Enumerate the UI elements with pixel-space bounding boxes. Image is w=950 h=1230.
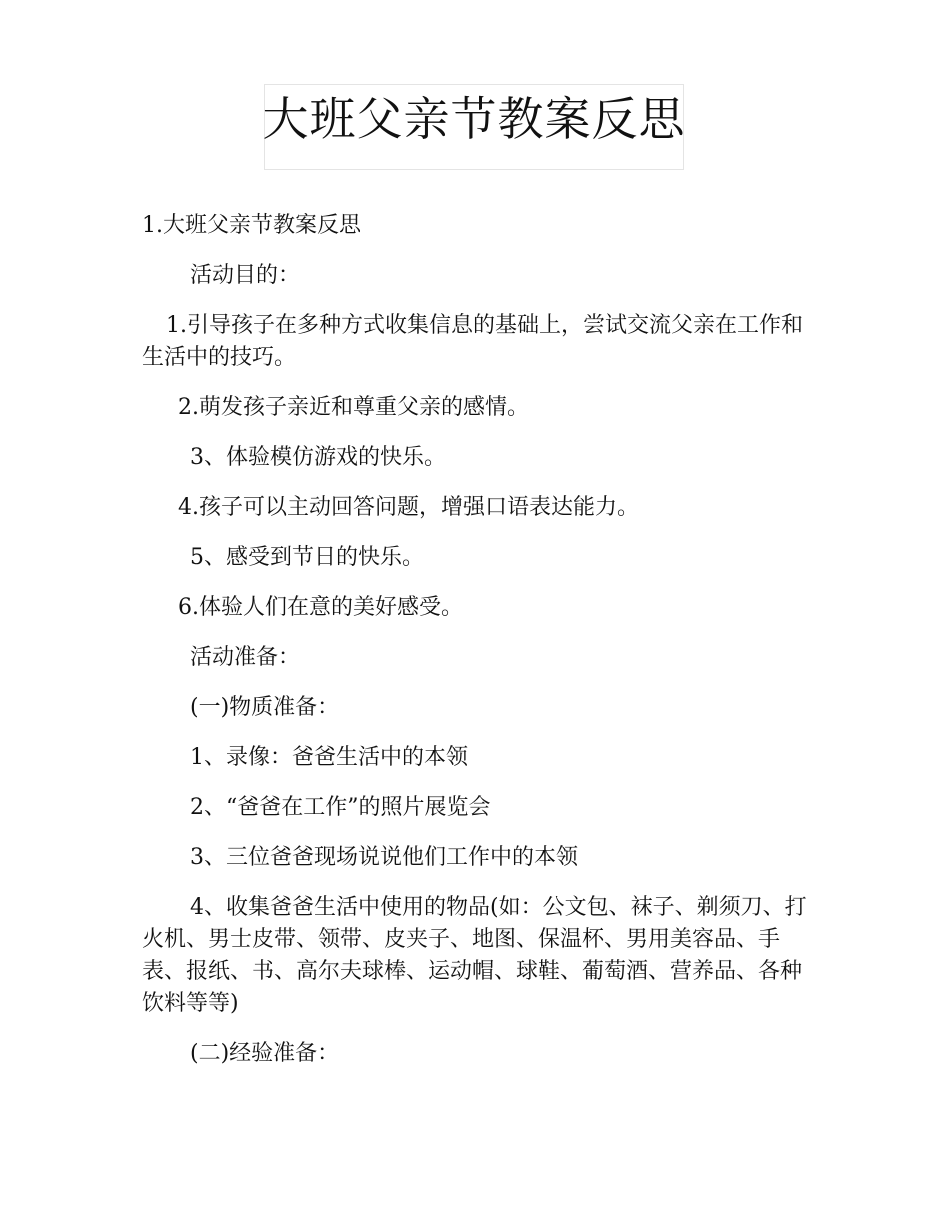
subheading-activity-preparation: 活动准备：	[190, 645, 301, 670]
goal-item-1: 1.引导孩子在多种方式收集信息的基础上，尝试交流父亲在工作和生活中的技巧。	[142, 313, 803, 370]
material-preparation-heading: (一)物质准备：	[190, 695, 340, 720]
goal-item-6: 6.体验人们在意的美好感受。	[178, 595, 463, 620]
material-item-4: 4、收集爸爸生活中使用的物品(如：公文包、袜子、剃须刀、打火机、男士皮带、领带、皮夹子、地图、保温杯、男用美容品、手表、报纸、书、高尔夫球棒、运动帽、球鞋、葡萄酒、营养品、各种饮料等等)	[142, 895, 807, 1016]
material-item-2: 2、“爸爸在工作”的照片展览会	[190, 795, 491, 820]
goal-item-3: 3、体验模仿游戏的快乐。	[190, 445, 446, 470]
document-title: 大班父亲节教案反思	[262, 92, 686, 146]
experience-preparation-heading: (二)经验准备：	[190, 1041, 340, 1066]
material-item-1: 1、录像：爸爸生活中的本领	[190, 745, 468, 770]
goal-item-4: 4.孩子可以主动回答问题，增强口语表达能力。	[178, 495, 639, 520]
title-box	[264, 84, 684, 170]
section-heading: 1.大班父亲节教案反思	[142, 213, 361, 238]
goal-item-5: 5、感受到节日的快乐。	[190, 545, 424, 570]
goal-item-2: 2.萌发孩子亲近和尊重父亲的感情。	[178, 395, 529, 420]
material-item-3: 3、三位爸爸现场说说他们工作中的本领	[190, 845, 578, 870]
subheading-activity-goals: 活动目的：	[190, 263, 301, 288]
document-body	[142, 210, 812, 1088]
